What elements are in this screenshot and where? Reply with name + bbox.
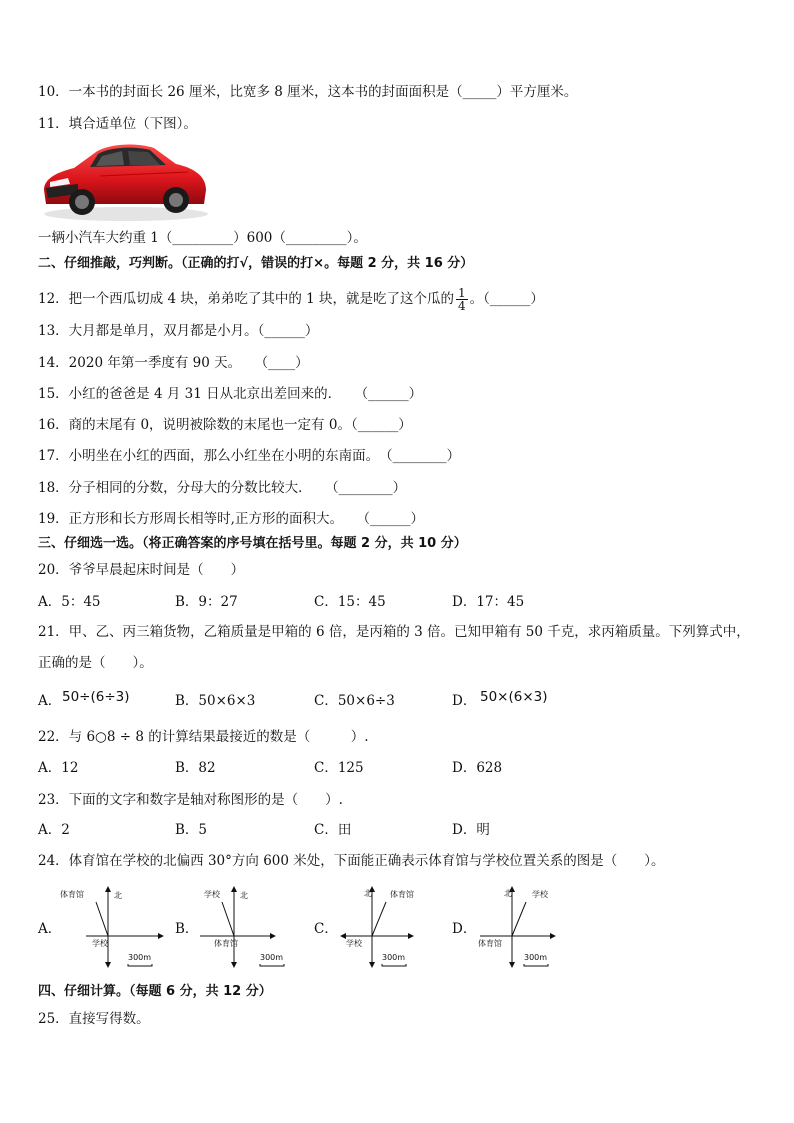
north-label: 北 <box>364 889 372 898</box>
section-3-heading: 三、仔细选一选。（将正确答案的序号填在括号里。每题 2 分，共 10 分） <box>38 536 467 551</box>
q24-diagram-a <box>58 884 168 970</box>
q21-option-d-label: D． <box>452 693 477 709</box>
q23-option-b: B．5 <box>175 822 208 838</box>
question-11-fill: 一辆小汽车大约重 1（_________）600（_________）。 <box>38 230 367 246</box>
q22-option-d: D．628 <box>452 760 503 776</box>
section-4-heading: 四、仔细计算。（每题 6 分，共 12 分） <box>38 984 272 999</box>
q21-option-c: C．50×6÷3 <box>314 693 395 709</box>
question-14: 14．2020 年第一季度有 90 天。 （____） <box>38 355 309 371</box>
q20-option-d: D．17：45 <box>452 594 525 610</box>
q23-option-d: D．明 <box>452 822 490 838</box>
school-label: 学校 <box>346 939 362 948</box>
scale-label: 300m <box>524 953 548 962</box>
q23-option-a: A．2 <box>38 822 70 838</box>
question-21-line-2: 正确的是（ ）。 <box>38 655 153 671</box>
question-11: 11．填合适单位（下图）。 <box>38 116 197 132</box>
red-car-image <box>38 138 210 224</box>
question-12-blank: 。（______） <box>469 291 544 307</box>
q22-option-c: C．125 <box>314 760 364 776</box>
q23-option-c: C．田 <box>314 822 352 838</box>
question-13: 13．大月都是单月，双月都是小月。（______） <box>38 323 319 339</box>
question-21-line-1: 21．甲、乙、丙三箱货物，乙箱质量是甲箱的 6 倍，是丙箱的 3 倍。已知甲箱有 50 千克，求丙箱质量。下列算式中， <box>38 624 750 640</box>
q22-option-a: A．12 <box>38 760 79 776</box>
q24-diagram-c <box>328 884 438 970</box>
north-label: 北 <box>240 891 248 900</box>
scale-label: 300m <box>260 953 284 962</box>
school-label: 学校 <box>204 890 220 899</box>
north-label: 北 <box>114 891 122 900</box>
q20-option-a: A．5：45 <box>38 594 101 610</box>
question-17: 17．小明坐在小红的西面，那么小红坐在小明的东南面。 （________） <box>38 448 461 464</box>
question-22: 22．与 6○8 ÷ 8 的计算结果最接近的数是（ ）. <box>38 729 369 745</box>
question-12-text: 12．把一个西瓜切成 4 块，弟弟吃了其中的 1 块，就是吃了这个瓜的 <box>38 291 455 307</box>
q24-option-a-label: A． <box>38 921 62 937</box>
q24-option-b-label: B． <box>175 921 199 937</box>
q20-option-b: B．9：27 <box>175 594 238 610</box>
scale-label: 300m <box>128 953 152 962</box>
q20-option-c: C．15：45 <box>314 594 386 610</box>
question-15: 15．小红的爸爸是 4 月 31 日从北京出差回来的． （______） <box>38 386 423 402</box>
question-20: 20．爷爷早晨起床时间是（ ） <box>38 562 245 578</box>
q21-option-d-formula: 50×(6×3) <box>480 689 548 705</box>
fraction-denominator: 4 <box>458 299 466 313</box>
fraction-one-quarter <box>456 287 468 312</box>
question-16: 16．商的末尾有 0，说明被除数的末尾也一定有 0。（______） <box>38 417 412 433</box>
gym-label: 体育馆 <box>60 890 84 899</box>
fraction-numerator: 1 <box>458 286 466 300</box>
gym-label: 体育馆 <box>214 939 238 948</box>
question-12 <box>38 284 544 314</box>
gym-label: 体育馆 <box>478 939 502 948</box>
question-18: 18．分子相同的分数，分母大的分数比较大． （________） <box>38 480 407 496</box>
question-24: 24．体育馆在学校的北偏西 30°方向 600 米处，下面能正确表示体育馆与学校位置关系的图是（ ）。 <box>38 853 665 869</box>
q21-option-b: B．50×6×3 <box>175 693 256 709</box>
q21-option-a-label: A． <box>38 693 62 709</box>
north-label: 北 <box>504 889 512 898</box>
section-2-heading: 二、仔细推敲，巧判断。（正确的打√，错误的打×。每题 2 分，共 16 分） <box>38 256 474 271</box>
school-label: 学校 <box>532 890 548 899</box>
question-25: 25．直接写得数。 <box>38 1011 150 1027</box>
q21-option-a-formula: 50÷(6÷3) <box>62 689 130 705</box>
question-23: 23．下面的文字和数字是轴对称图形的是（ ）. <box>38 792 343 808</box>
q24-option-d-label: D． <box>452 921 477 937</box>
q24-diagram-b <box>190 884 300 970</box>
question-10: 10．一本书的封面长 26 厘米，比宽多 8 厘米，这本书的封面面积是（_____）平方厘米。 <box>38 84 578 100</box>
q22-option-b: B．82 <box>175 760 216 776</box>
q24-option-c-label: C． <box>314 921 338 937</box>
q24-diagram-d <box>470 884 580 970</box>
question-19: 19．正方形和长方形周长相等时,正方形的面积大。 （______） <box>38 511 424 527</box>
gym-label: 体育馆 <box>390 890 414 899</box>
school-label: 学校 <box>92 939 108 948</box>
scale-label: 300m <box>382 953 406 962</box>
